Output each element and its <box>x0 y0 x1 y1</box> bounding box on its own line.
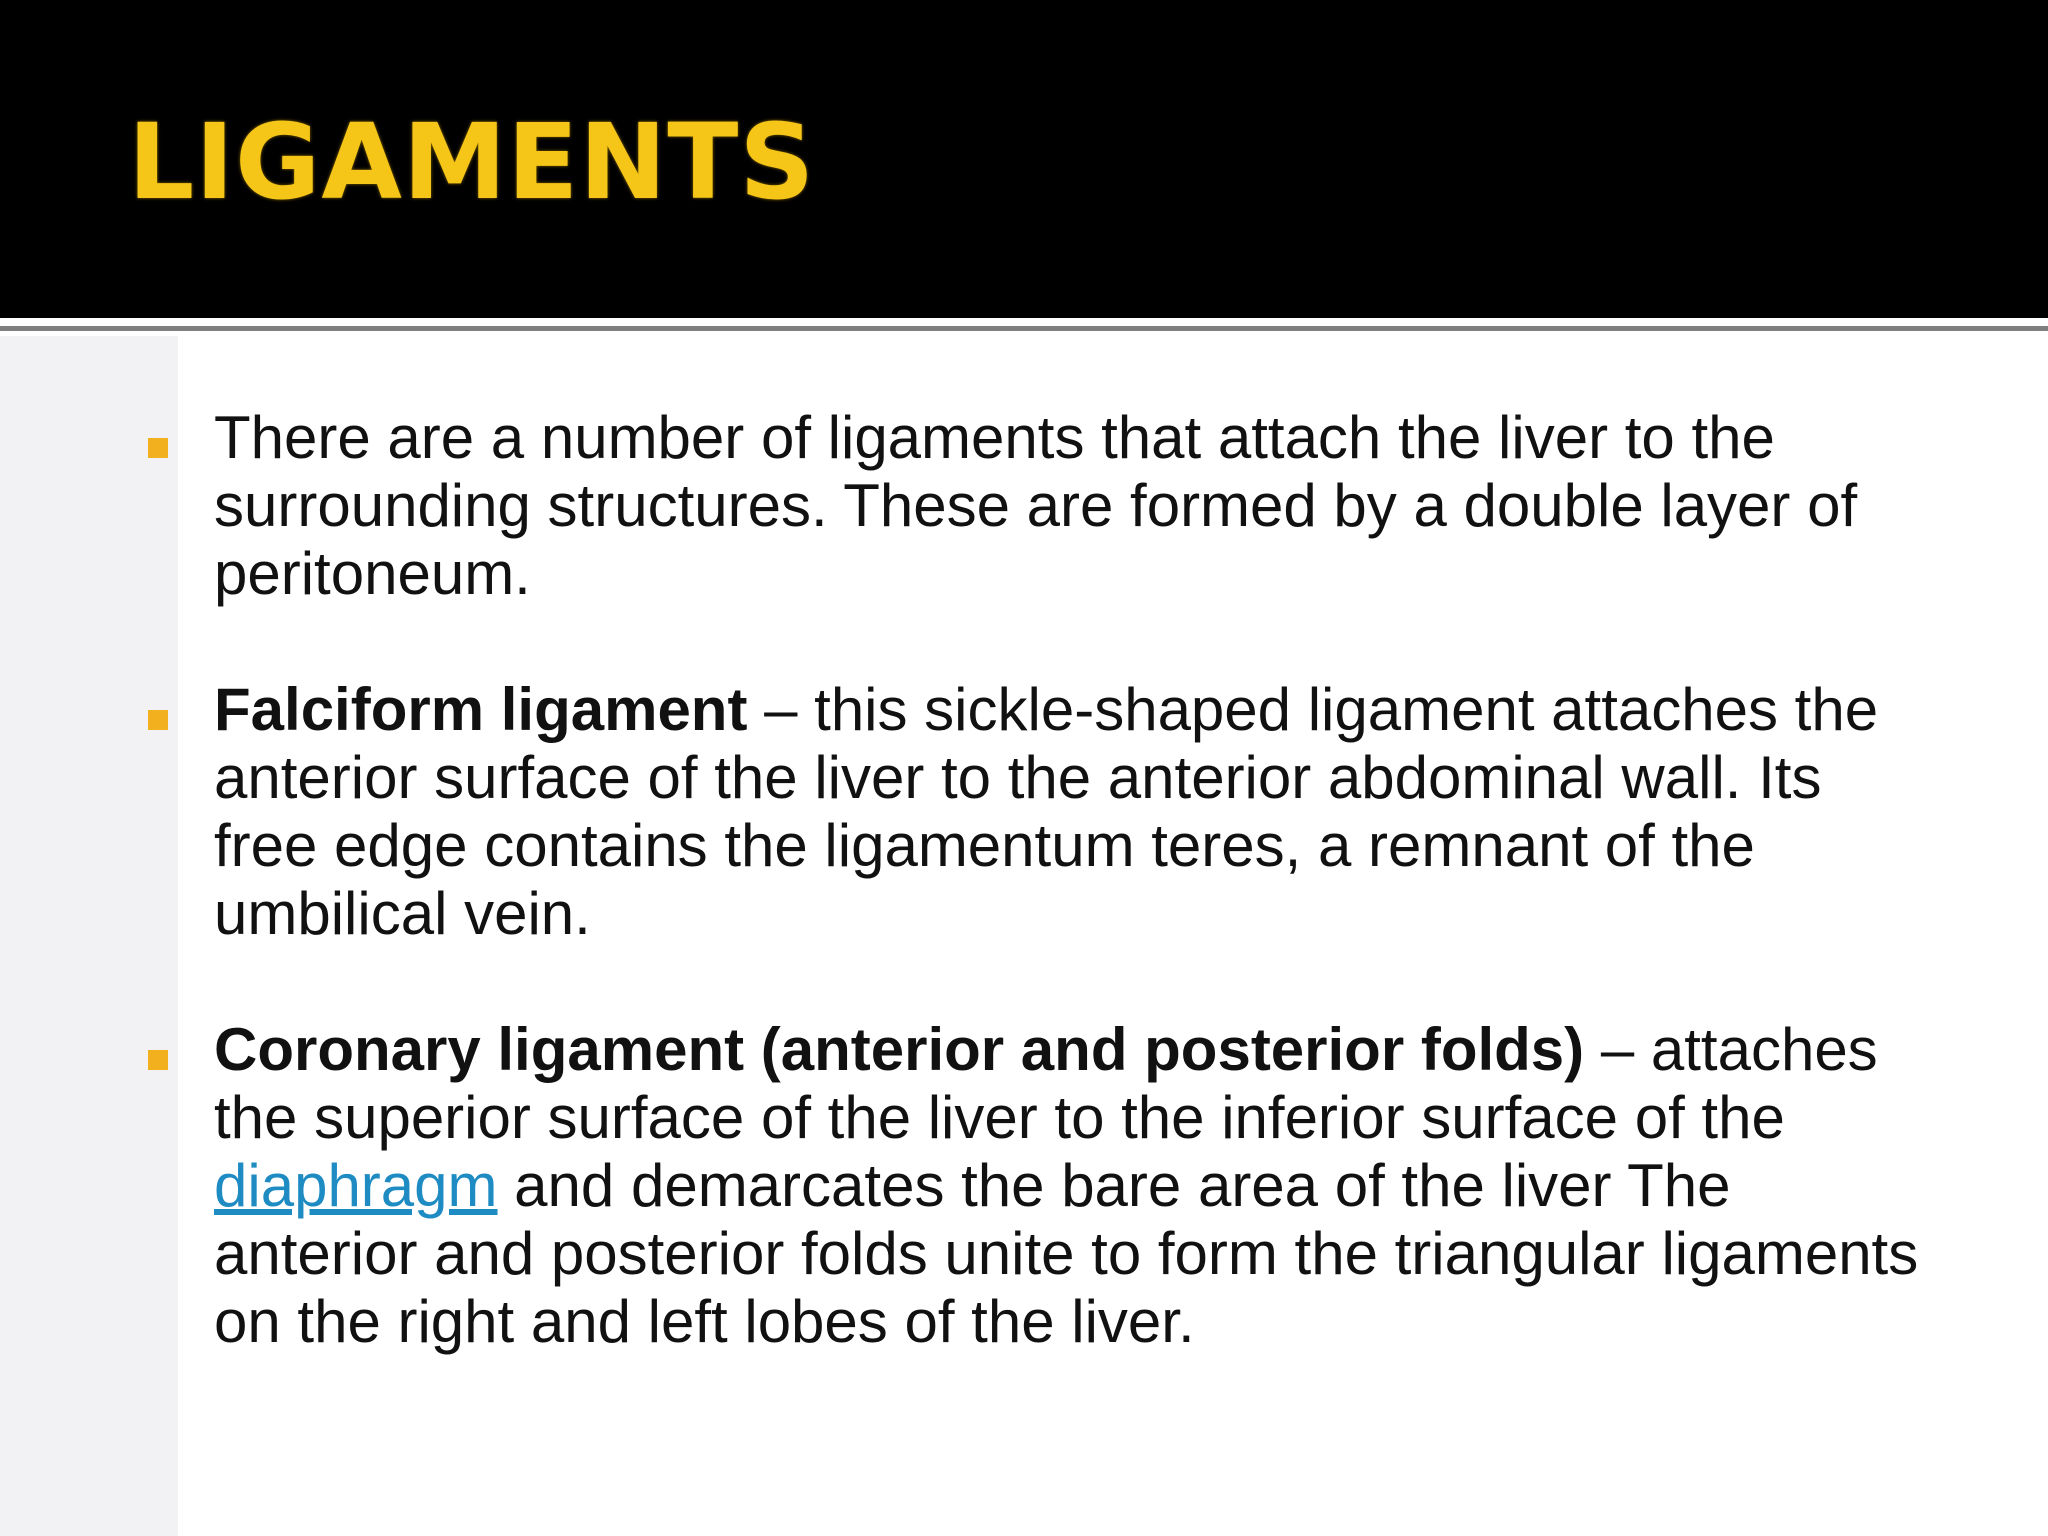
bullet-item-coronary <box>140 1016 1940 1356</box>
title-bar <box>0 0 2048 318</box>
bullet-term: Coronary ligament (anterior and posterior folds) <box>214 1016 1585 1083</box>
bullet-item-intro <box>140 404 1940 608</box>
bullet-list <box>140 404 1940 1424</box>
bullet-item-falciform <box>140 676 1940 948</box>
slide-title: LIGAMENTS <box>128 101 816 223</box>
diaphragm-link[interactable]: diaphragm <box>214 1152 498 1219</box>
bullet-text: and demarcates the bare area of the liver The anterior and posterior folds unite to form the triangular ligaments on the right and left lobes of the liver. <box>214 1152 1919 1355</box>
bullet-square-icon <box>148 1050 168 1070</box>
bullet-text: There are a number of ligaments that attach the liver to the surrounding structures. These are formed by a double layer of peritoneum. <box>214 404 1858 607</box>
bullet-term: Falciform ligament <box>214 676 748 743</box>
bullet-text: – attaches the superior surface of the liver to the inferior surface of the <box>214 1016 1878 1151</box>
bullet-square-icon <box>148 710 168 730</box>
bullet-text: – this sickle-shaped ligament attaches the anterior surface of the liver to the anterior abdominal wall. Its free edge contains the ligamentum teres, a remnant of the umbilical vein. <box>214 676 1879 947</box>
title-divider <box>0 318 2048 326</box>
bullet-square-icon <box>148 438 168 458</box>
title-divider-shadow <box>0 326 2048 331</box>
